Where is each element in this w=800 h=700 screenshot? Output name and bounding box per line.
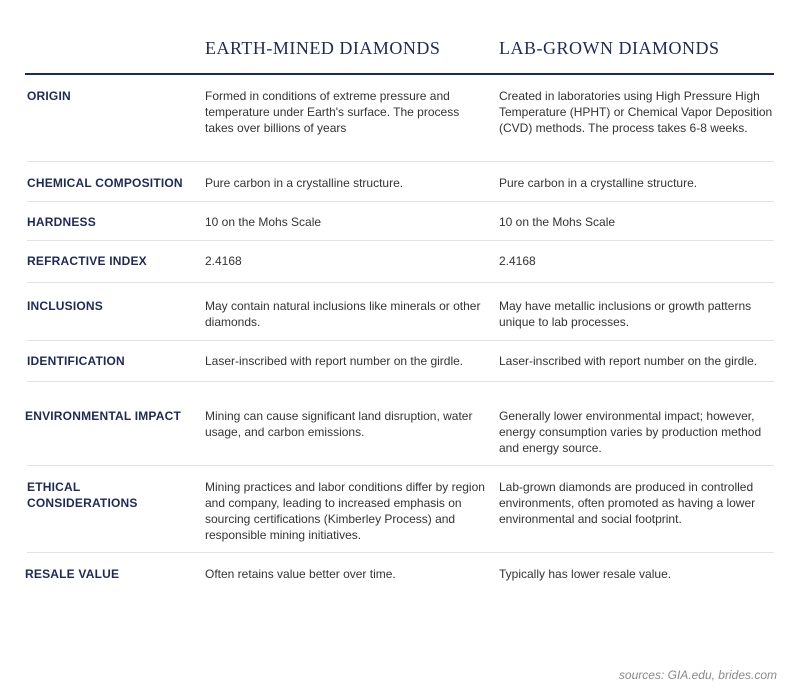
row-divider (27, 552, 774, 553)
row-label-origin: ORIGIN (27, 89, 71, 103)
cell-chemical-composition-earth: Pure carbon in a crystalline structure. (205, 176, 404, 190)
row-divider (27, 381, 774, 382)
cell-ethical-considerations-lab: Lab-grown diamonds are produced in controlled environments, often promoted as having a lower environmental and social footprint. (499, 480, 756, 526)
row-label-refractive-index: REFRACTIVE INDEX (27, 254, 147, 268)
column-header-lab-grown: LAB-GROWN DIAMONDS (499, 38, 720, 58)
row-label-ethical-considerations: ETHICAL CONSIDERATIONS (27, 480, 138, 510)
row-divider (27, 340, 774, 341)
cell-identification-earth: Laser-inscribed with report number on the girdle. (205, 354, 464, 368)
cell-environmental-impact-earth: Mining can cause significant land disruption, water usage, and carbon emissions. (205, 409, 473, 439)
cell-hardness-earth: 10 on the Mohs Scale (205, 215, 322, 229)
row-divider (27, 161, 774, 162)
cell-identification-lab: Laser-inscribed with report number on the girdle. (499, 354, 758, 368)
cell-inclusions-lab: May have metallic inclusions or growth patterns unique to lab processes. (499, 299, 752, 329)
row-label-inclusions: INCLUSIONS (27, 299, 104, 313)
row-label-environmental-impact: ENVIRONMENTAL IMPACT (25, 409, 181, 423)
cell-resale-value-lab: Typically has lower resale value. (499, 567, 672, 581)
row-divider (27, 282, 774, 283)
row-divider (27, 465, 774, 466)
sources-caption: sources: GIA.edu, brides.com (618, 668, 777, 682)
row-label-hardness: HARDNESS (27, 215, 96, 229)
column-header-earth-mined: EARTH-MINED DIAMONDS (205, 38, 441, 58)
row-label-resale-value: RESALE VALUE (25, 567, 120, 581)
cell-origin-lab: Created in laboratories using High Pressure High Temperature (HPHT) or Chemical Vapor Deposition (CVD) methods. The process takes 6-8 weeks. (499, 89, 773, 135)
row-divider (27, 240, 774, 241)
cell-refractive-index-earth: 2.4168 (205, 254, 242, 268)
cell-ethical-considerations-earth: Mining practices and labor conditions differ by region and company, leading to increased emphasis on sourcing certifications (Kimberley Process) and responsible mining initiatives. (205, 480, 485, 542)
cell-origin-earth: Formed in conditions of extreme pressure and temperature under Earth's surface. The process takes over billions of years (205, 89, 460, 135)
row-label-identification: IDENTIFICATION (27, 354, 125, 368)
header-divider (25, 73, 774, 75)
cell-chemical-composition-lab: Pure carbon in a crystalline structure. (499, 176, 698, 190)
row-divider (27, 201, 774, 202)
cell-resale-value-earth: Often retains value better over time. (205, 567, 396, 581)
row-label-chemical-composition: CHEMICAL COMPOSITION (27, 176, 183, 190)
cell-environmental-impact-lab: Generally lower environmental impact; however, energy consumption varies by production method and energy source. (499, 409, 762, 455)
cell-hardness-lab: 10 on the Mohs Scale (499, 215, 616, 229)
cell-refractive-index-lab: 2.4168 (499, 254, 536, 268)
cell-inclusions-earth: May contain natural inclusions like minerals or other diamonds. (205, 299, 481, 329)
